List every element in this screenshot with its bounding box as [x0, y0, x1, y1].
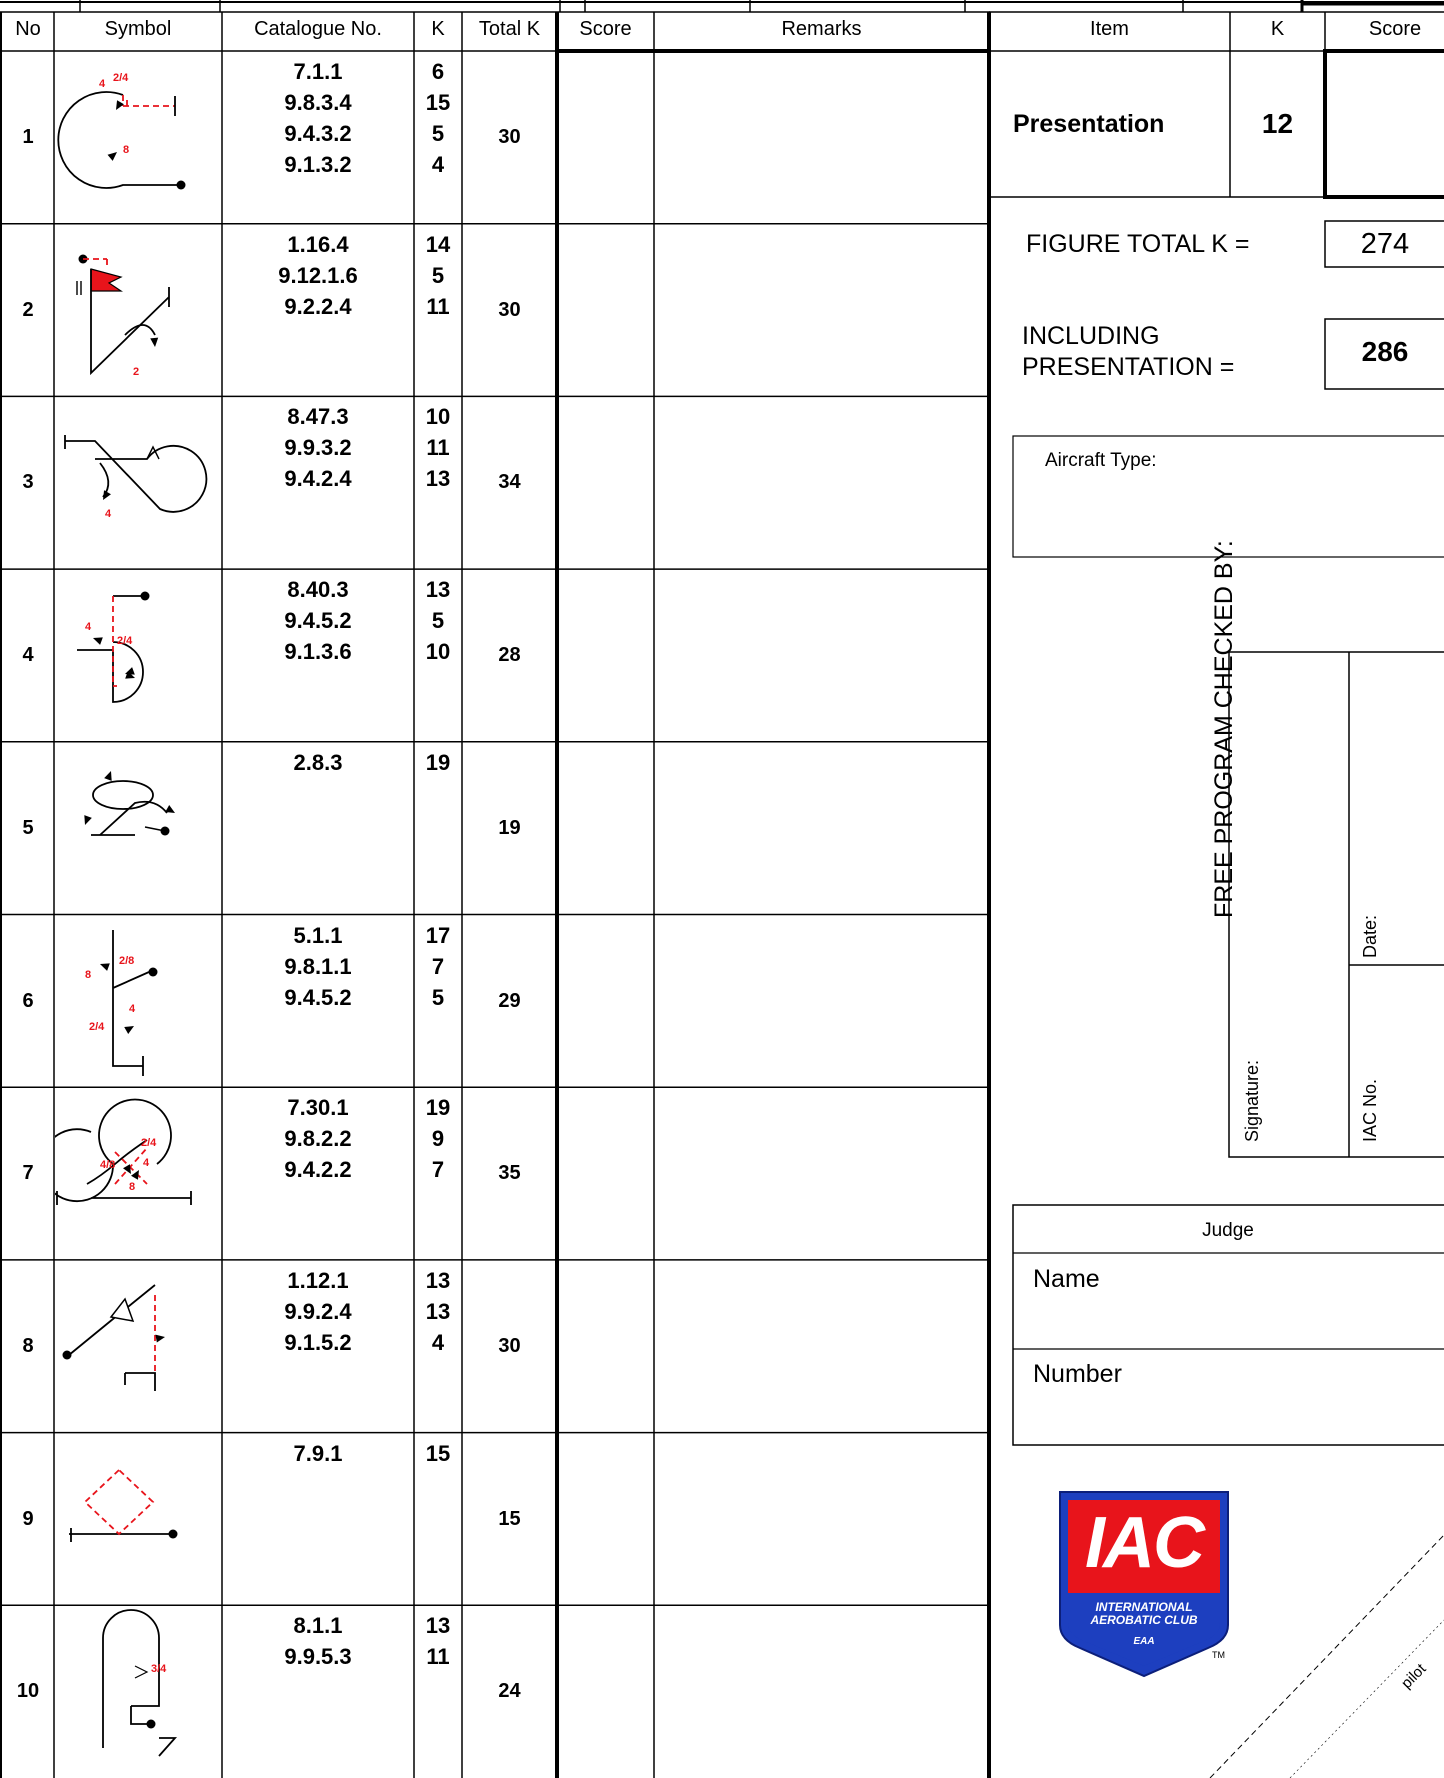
k-value: 13 — [425, 1298, 451, 1324]
figure-number: 10 — [16, 1680, 40, 1703]
catalogue-number: 9.8.3.4 — [284, 90, 352, 115]
k-value: 11 — [426, 435, 450, 461]
remarks-input[interactable] — [656, 918, 986, 1085]
table-row — [0, 569, 989, 742]
roll-label: 8 — [85, 968, 92, 981]
total-k: 19 — [498, 816, 521, 839]
aresti-symbol — [55, 916, 221, 1086]
k-value: 10 — [425, 639, 451, 665]
roll-label: 2/4 — [117, 635, 133, 648]
presentation-k: 12 — [1261, 108, 1294, 139]
catalogue-number: 9.4.2.2 — [284, 1157, 352, 1183]
including-label-1: INCLUDING — [1022, 322, 1160, 350]
catalogue-number: 9.2.2.4 — [284, 293, 352, 319]
table-row — [0, 1260, 989, 1433]
roll-label: 2/4 — [113, 72, 129, 84]
header-no: No — [15, 18, 41, 40]
remarks-input[interactable] — [656, 1608, 986, 1775]
table-row — [0, 915, 989, 1088]
figure-total-value: 274 — [1360, 228, 1410, 260]
header-item-score: Score — [1368, 18, 1422, 40]
judge-number-label: Number — [1033, 1360, 1122, 1388]
k-value: 19 — [425, 1095, 451, 1121]
k-value: 11 — [426, 293, 450, 319]
total-k: 15 — [498, 1507, 521, 1530]
judge-name-field[interactable] — [1015, 1296, 1440, 1346]
k-value: 7 — [431, 1157, 445, 1183]
k-value: 13 — [425, 466, 451, 492]
presentation-score-input[interactable] — [1327, 53, 1442, 195]
k-value: 6 — [431, 59, 445, 84]
k-value: 17 — [425, 922, 451, 948]
catalogue-number: 5.1.1 — [293, 922, 343, 948]
catalogue-number: 9.4.2.4 — [284, 466, 352, 492]
figure-number: 7 — [22, 1162, 34, 1185]
iac-logo-line2: AEROBATIC CLUB — [1090, 1613, 1198, 1627]
k-value: 9 — [431, 1126, 445, 1152]
including-value: 286 — [1361, 336, 1409, 367]
iac-logo-text: IAC — [1085, 1503, 1203, 1583]
catalogue-number: 2.8.3 — [293, 749, 343, 775]
aresti-symbol — [55, 1261, 221, 1431]
judge-name-label: Name — [1033, 1265, 1100, 1293]
k-value: 15 — [425, 1440, 451, 1466]
catalogue-number: 9.1.3.6 — [284, 639, 352, 665]
figure-number: 1 — [22, 126, 34, 148]
catalogue-number: 9.12.1.6 — [278, 262, 358, 288]
trademark-mark: TM — [1212, 1650, 1225, 1660]
catalogue-number: 9.4.5.2 — [284, 608, 352, 634]
roll-label: 8 — [123, 144, 130, 156]
table-row — [0, 1087, 989, 1260]
k-value: 4 — [431, 1329, 445, 1355]
catalogue-number: 7.1.1 — [293, 59, 343, 84]
catalogue-number: 9.1.3.2 — [284, 152, 352, 177]
roll-label: 2/4 — [141, 1137, 157, 1150]
k-value: 15 — [425, 90, 451, 115]
aresti-symbol — [55, 1434, 221, 1604]
score-input[interactable] — [560, 399, 652, 566]
score-input[interactable] — [560, 1263, 652, 1430]
catalogue-number: 1.16.4 — [287, 231, 349, 257]
table-row — [0, 1433, 989, 1606]
catalogue-number: 7.30.1 — [287, 1095, 349, 1121]
score-input[interactable] — [560, 1608, 652, 1775]
remarks-input[interactable] — [656, 1263, 986, 1430]
roll-label: 4/8 — [100, 1159, 116, 1172]
catalogue-number: 9.8.2.2 — [284, 1126, 352, 1152]
header-item: Item — [1090, 18, 1129, 40]
aresti-symbol — [55, 52, 221, 222]
figure-number: 8 — [22, 1334, 34, 1357]
aresti-symbol — [55, 397, 221, 567]
aresti-symbol — [55, 570, 221, 740]
aresti-symbol — [55, 1088, 221, 1258]
catalogue-number: 8.1.1 — [293, 1613, 343, 1639]
figure-number: 5 — [22, 816, 34, 839]
score-input[interactable] — [560, 745, 652, 912]
k-value: 5 — [431, 262, 445, 288]
roll-label: 4 — [99, 78, 106, 90]
header-catalogue: Catalogue No. — [254, 18, 382, 40]
remarks-input[interactable] — [656, 1436, 986, 1603]
judge-number-field[interactable] — [1015, 1391, 1440, 1441]
catalogue-number: 8.40.3 — [287, 577, 349, 603]
header-k: K — [431, 18, 445, 40]
figure-number: 4 — [22, 644, 34, 667]
score-input[interactable] — [560, 1090, 652, 1257]
total-k: 30 — [498, 298, 521, 321]
score-input[interactable] — [560, 227, 652, 394]
table-row — [0, 51, 989, 224]
date-field[interactable] — [1384, 655, 1442, 963]
k-value: 13 — [425, 577, 451, 603]
header-symbol: Symbol — [104, 18, 172, 40]
k-value: 13 — [425, 1267, 451, 1293]
roll-label: 2/8 — [119, 954, 135, 967]
catalogue-number: 9.8.1.1 — [284, 953, 352, 979]
aresti-symbol — [55, 743, 221, 913]
catalogue-number: 9.9.2.4 — [284, 1298, 352, 1324]
iac-logo-line1: INTERNATIONAL — [1095, 1600, 1193, 1614]
k-value: 14 — [425, 231, 451, 257]
remarks-input[interactable] — [656, 399, 986, 566]
score-input[interactable] — [560, 1436, 652, 1603]
score-input[interactable] — [560, 918, 652, 1085]
score-input[interactable] — [560, 54, 652, 221]
k-value: 11 — [426, 1644, 450, 1670]
figure-total-label: FIGURE TOTAL K = — [1026, 230, 1250, 258]
judging-sheet: No Symbol Catalogue No. K Total K Score Remarks Item K Score 1 7.1.1 9.8.3.4 9.4.3.2 9.1.3.2 6 15 5 4 30 4 2/4 8 2 1.16.4 9.12.1.6 9.2.2.4 14 5 11 30 2 3 8.47.3 9.9.3.2 9.4.2.4 10 11 13 34 4 4 8.40.3 9.4.5.2 9.1.3.6 13 5 10 28 4 2/4 5 2.8.3 19 19 6 5.1.1 9.8.1.1 9.4.5.2 17 7 5 29 2/8 8 4 2/4 7 7.30.1 9.8.2.2 9.4.2.2 19 9 7 35 2/4 4/8 4 8 8 1.12.1 9.9.2.4 9.1.5.2 13 13 4 30 9 7.9.1 15 15 10 8.1.1 9.9.5.3 13 11 24 3/4 Presentation 12 FIGURE TOTAL K = 274 INCLUDING PRESENTATION = 286 Aircraft Type: FREE PROGRAM CHECKED BY: Signature: Date: IAC No. Judge Name Number IAC INTERNATIONAL AEROBATIC CLUB EAA TM pilot — [0, 0, 1444, 1778]
header-item-k: K — [1270, 18, 1285, 40]
k-value: 5 — [431, 608, 445, 634]
including-label-2: PRESENTATION = — [1022, 353, 1235, 381]
remarks-input[interactable] — [656, 572, 986, 739]
roll-label: 4 — [105, 508, 112, 521]
aresti-symbol — [55, 1606, 221, 1776]
roll-label: 2 — [133, 365, 140, 378]
total-k: 34 — [498, 471, 521, 494]
catalogue-number: 1.12.1 — [287, 1267, 349, 1293]
iac-no-field[interactable] — [1384, 968, 1442, 1154]
eaa-logo-text: EAA — [1133, 1636, 1155, 1647]
catalogue-number: 9.4.3.2 — [284, 121, 352, 146]
roll-label: 4 — [143, 1157, 150, 1170]
k-value: 13 — [425, 1613, 451, 1639]
table-row — [0, 224, 989, 397]
iac-logo — [1058, 1490, 1238, 1690]
k-value: 5 — [431, 121, 445, 146]
roll-label: 2/4 — [89, 1020, 105, 1033]
remarks-input[interactable] — [656, 54, 986, 221]
presentation-label: Presentation — [1013, 110, 1165, 138]
header-remarks: Remarks — [781, 18, 862, 40]
roll-label: 4 — [129, 1002, 136, 1015]
figure-number: 3 — [22, 471, 34, 494]
catalogue-number: 8.47.3 — [287, 404, 349, 430]
aresti-symbol — [55, 225, 221, 395]
catalogue-number: 9.9.5.3 — [284, 1644, 352, 1670]
total-k: 28 — [498, 644, 521, 667]
catalogue-number: 7.9.1 — [293, 1440, 343, 1466]
header-score: Score — [579, 18, 632, 40]
total-k: 30 — [498, 126, 521, 148]
table-row — [0, 1605, 989, 1778]
roll-label: 4 — [85, 621, 92, 634]
roll-label: 3/4 — [151, 1663, 167, 1676]
k-value: 4 — [431, 152, 445, 177]
table-row — [0, 396, 989, 569]
k-value: 10 — [425, 404, 451, 430]
table-row — [0, 742, 989, 915]
total-k: 24 — [498, 1680, 521, 1703]
catalogue-number: 9.9.3.2 — [284, 435, 352, 461]
k-value: 7 — [431, 953, 445, 979]
catalogue-number: 9.1.5.2 — [284, 1329, 352, 1355]
figure-number: 6 — [22, 989, 34, 1012]
pilot-corner-note: pilot — [1398, 1660, 1430, 1693]
roll-label: 8 — [129, 1181, 136, 1194]
total-k: 29 — [498, 989, 521, 1012]
catalogue-number: 9.4.5.2 — [284, 984, 352, 1010]
figure-number: 2 — [22, 298, 34, 321]
judge-title: Judge — [1202, 1220, 1254, 1241]
k-value: 5 — [431, 984, 445, 1010]
remarks-input[interactable] — [656, 227, 986, 394]
remarks-input[interactable] — [656, 1090, 986, 1257]
score-input[interactable] — [560, 572, 652, 739]
header-total-k: Total K — [478, 18, 541, 40]
figure-number: 9 — [22, 1507, 34, 1530]
signature-field[interactable] — [1264, 655, 1348, 1155]
total-k: 35 — [498, 1162, 521, 1185]
total-k: 30 — [498, 1334, 521, 1357]
k-value: 19 — [425, 749, 451, 775]
remarks-input[interactable] — [656, 745, 986, 912]
aircraft-type-label: Aircraft Type: — [1045, 450, 1157, 471]
